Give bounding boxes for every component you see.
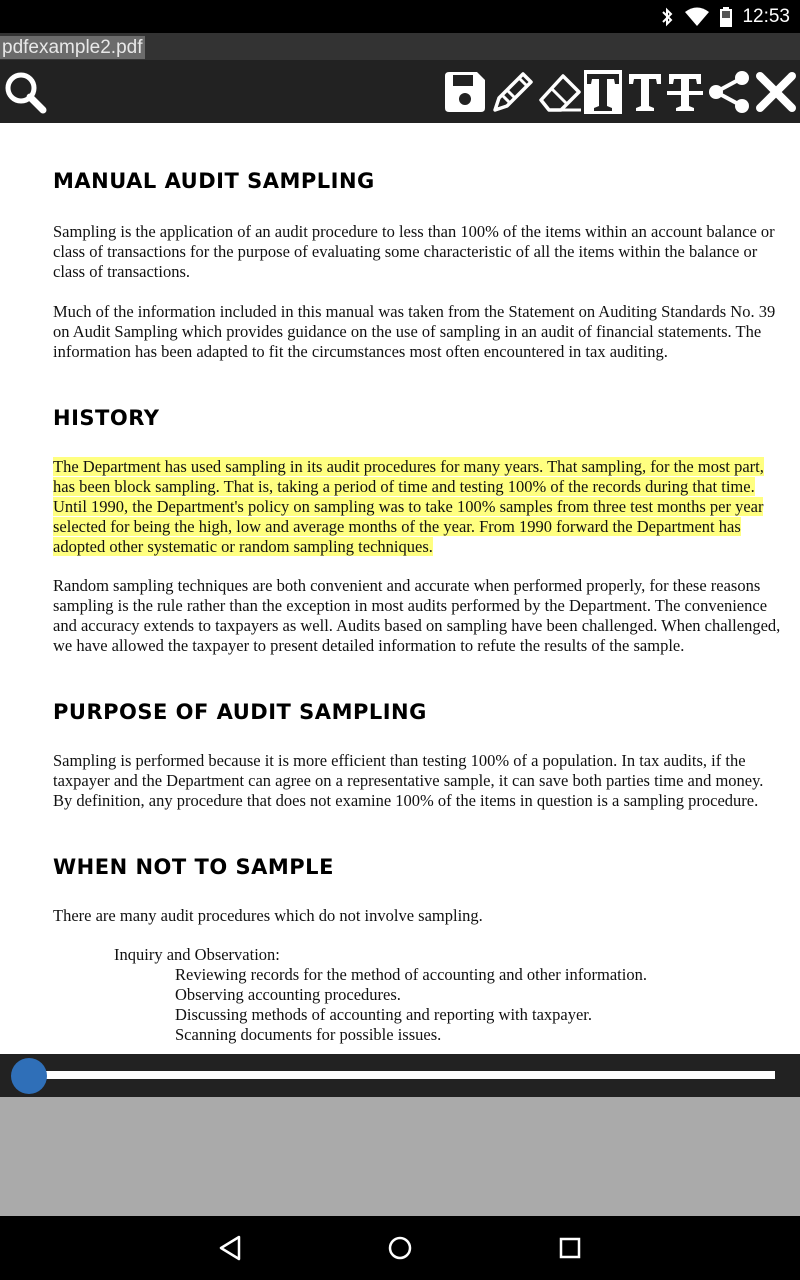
list-item: Scanning documents for possible issues. <box>175 1025 442 1044</box>
close-icon[interactable] <box>754 70 798 114</box>
page-slider-thumb[interactable] <box>11 1058 47 1094</box>
highlighted-line[interactable] <box>53 497 763 517</box>
eraser-icon[interactable] <box>537 70 583 114</box>
pdf-page[interactable] <box>0 123 800 1054</box>
paragraph-line: taxpayer and the Department can agree on a representative sample, it can save both parties time and money. <box>53 771 764 790</box>
highlighted-line[interactable] <box>53 457 764 477</box>
pencil-icon[interactable] <box>489 70 535 114</box>
recent-apps-icon[interactable] <box>554 1232 586 1264</box>
heading-manual-audit-sampling: MANUAL AUDIT SAMPLING <box>53 169 375 193</box>
page-slider-track[interactable] <box>30 1071 775 1079</box>
share-icon[interactable] <box>706 70 752 114</box>
highlighted-line[interactable] <box>53 537 433 557</box>
battery-icon <box>720 7 732 27</box>
paragraph-line: class of transactions. <box>53 262 191 281</box>
paragraph-line: By definition, any procedure that does not examine 100% of the items in question is a sampling procedure. <box>53 791 759 810</box>
strikethrough-icon[interactable] <box>666 70 704 114</box>
file-name-bar <box>0 33 800 60</box>
text-icon[interactable] <box>626 70 664 114</box>
list-item: Observing accounting procedures. <box>175 985 401 1004</box>
navigation-bar <box>0 1216 800 1280</box>
paragraph-line: class of transactions for the purpose of evaluating some characteristic of all the items within the balance or <box>53 242 758 261</box>
heading-history: HISTORY <box>53 406 160 430</box>
heading-when-not-to-sample: WHEN NOT TO SAMPLE <box>53 855 334 879</box>
highlighted-line[interactable] <box>53 517 741 537</box>
search-icon[interactable] <box>2 70 48 114</box>
list-title: Inquiry and Observation: <box>114 945 280 964</box>
paragraph-line: on Audit Sampling which provides guidance on the use of sampling in an audit of financial statements. The <box>53 322 762 341</box>
paragraph-line: Random sampling techniques are both convenient and accurate when performed properly, for these reasons <box>53 576 761 595</box>
bluetooth-icon <box>660 7 674 27</box>
list-item: Reviewing records for the method of accounting and other information. <box>175 965 647 984</box>
toolbar <box>0 60 800 123</box>
paragraph-line: information has been adapted to fit the circumstances most often encountered in tax auditing. <box>53 342 668 361</box>
highlight-text: has been block sampling. That is, taking a period of time and testing 100% of the records during that time. <box>53 477 755 496</box>
paragraph-line: There are many audit procedures which do not involve sampling. <box>53 906 483 925</box>
highlighted-line[interactable] <box>53 477 755 497</box>
paragraph-line: and accuracy extends to taxpayers as well. Audits based on sampling have been challenged. When challenged, <box>53 616 781 635</box>
highlight-text: adopted other systematic or random sampling techniques. <box>53 537 433 556</box>
clock: 12:53 <box>742 5 790 27</box>
wifi-icon <box>684 7 710 27</box>
paragraph-line: we have allowed the taxpayer to present detailed information to refute the results of the sample. <box>53 636 685 655</box>
back-icon[interactable] <box>214 1232 246 1264</box>
highlight-text: Until 1990, the Department's policy on sampling was to take 100% samples from three test months per year <box>53 497 764 516</box>
status-bar <box>0 0 800 33</box>
list-item: Discussing methods of accounting and reporting with taxpayer. <box>175 1005 592 1024</box>
highlight-text: The Department has used sampling in its audit procedures for many years. That sampling, for the most part, <box>53 457 764 476</box>
page-slider-bar <box>0 1054 800 1097</box>
heading-purpose: PURPOSE OF AUDIT SAMPLING <box>53 700 427 724</box>
home-icon[interactable] <box>384 1232 416 1264</box>
paragraph-line: Much of the information included in this manual was taken from the Statement on Auditing Standards No. 39 <box>53 302 776 321</box>
empty-area <box>0 1097 800 1216</box>
paragraph-line: Sampling is the application of an audit procedure to less than 100% of the items within an account balance or <box>53 222 775 241</box>
status-icons <box>660 0 790 33</box>
file-name: pdfexample2.pdf <box>2 37 143 58</box>
highlight-text: selected for being the high, low and average months of the year. From 1990 forward the Department has <box>53 517 741 536</box>
paragraph-line: sampling is the rule rather than the exception in most audits performed by the Department. The convenience <box>53 596 768 615</box>
paragraph-line: Sampling is performed because it is more efficient than testing 100% of a population. In tax audits, if the <box>53 751 746 770</box>
save-icon[interactable] <box>443 70 487 114</box>
text-bold-icon[interactable] <box>584 70 622 114</box>
